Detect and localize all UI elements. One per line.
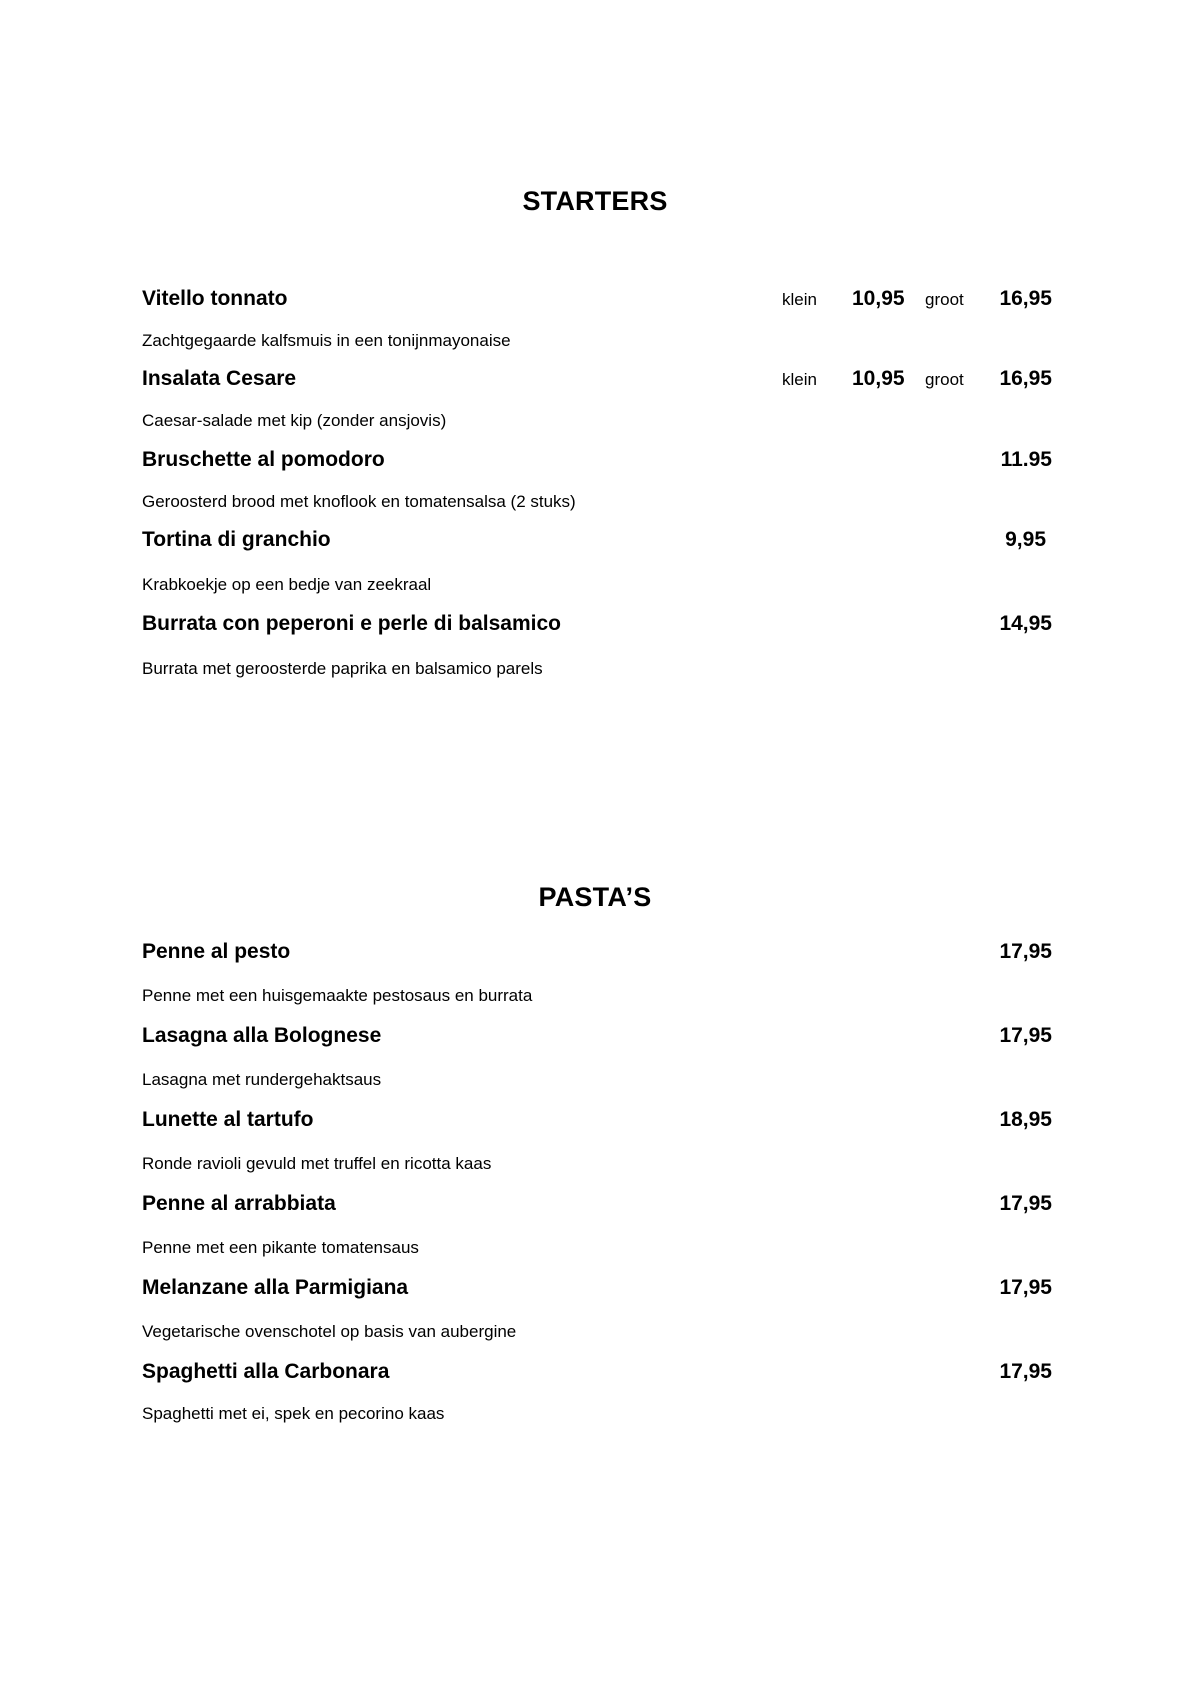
- item-price: 17,95: [999, 1024, 1052, 1047]
- item-description: Zachtgegaarde kalfsmuis in een tonijnmayonaise: [142, 331, 511, 350]
- menu-item: [142, 612, 1052, 642]
- item-name: Penne al pesto: [142, 940, 291, 963]
- item-name: Tortina di granchio: [142, 528, 331, 551]
- item-name: Melanzane alla Parmigiana: [142, 1276, 409, 1299]
- section-title-pastas: PASTA’S: [538, 882, 652, 912]
- size-large-label: groot: [925, 290, 964, 309]
- menu-item: [142, 1108, 1052, 1138]
- menu-item: [142, 367, 1052, 397]
- item-name: Lasagna alla Bolognese: [142, 1024, 382, 1047]
- item-name: Insalata Cesare: [142, 367, 297, 390]
- item-description: Vegetarische ovenschotel op basis van aubergine: [142, 1322, 517, 1341]
- item-description: Burrata met geroosterde paprika en balsamico parels: [142, 659, 543, 678]
- menu-item: [142, 448, 1052, 478]
- item-price: 16,95: [999, 367, 1052, 390]
- item-name: Burrata con peperoni e perle di balsamico: [142, 612, 561, 635]
- item-description: Ronde ravioli gevuld met truffel en ricotta kaas: [142, 1154, 492, 1173]
- menu-item: [142, 940, 1052, 970]
- size-small-label: klein: [782, 290, 817, 309]
- size-small-label: klein: [782, 370, 817, 389]
- item-description: Krabkoekje op een bedje van zeekraal: [142, 575, 432, 594]
- menu-item: [142, 528, 1052, 558]
- item-description: Lasagna met rundergehaktsaus: [142, 1070, 382, 1089]
- menu-item: [142, 1024, 1052, 1054]
- item-price: 17,95: [999, 940, 1052, 963]
- menu-item: [142, 1360, 1052, 1390]
- item-price: 11.95: [1000, 448, 1052, 471]
- item-description: Penne met een pikante tomatensaus: [142, 1238, 419, 1257]
- section-title-starters: STARTERS: [522, 186, 668, 216]
- item-price: 17,95: [999, 1360, 1052, 1383]
- item-name: Vitello tonnato: [142, 287, 288, 310]
- menu-item: [142, 287, 1052, 317]
- price-small: 10,95: [852, 287, 905, 310]
- item-price: 17,95: [999, 1192, 1052, 1215]
- menu-item: [142, 1192, 1052, 1222]
- item-name: Bruschette al pomodoro: [142, 448, 385, 471]
- item-description: Caesar-salade met kip (zonder ansjovis): [142, 411, 447, 430]
- item-name: Lunette al tartufo: [142, 1108, 314, 1131]
- menu-item: [142, 1276, 1052, 1306]
- item-description: Spaghetti met ei, spek en pecorino kaas: [142, 1404, 445, 1423]
- item-price: 18,95: [999, 1108, 1052, 1131]
- price-small: 10,95: [852, 367, 905, 390]
- item-name: Penne al arrabbiata: [142, 1192, 336, 1215]
- item-description: Penne met een huisgemaakte pestosaus en burrata: [142, 986, 533, 1005]
- item-price: 17,95: [999, 1276, 1052, 1299]
- size-large-label: groot: [925, 370, 964, 389]
- item-price: 14,95: [999, 612, 1052, 635]
- item-name: Spaghetti alla Carbonara: [142, 1360, 390, 1383]
- item-price: 16,95: [999, 287, 1052, 310]
- item-price: 9,95: [1005, 528, 1046, 551]
- item-description: Geroosterd brood met knoflook en tomatensalsa (2 stuks): [142, 492, 576, 511]
